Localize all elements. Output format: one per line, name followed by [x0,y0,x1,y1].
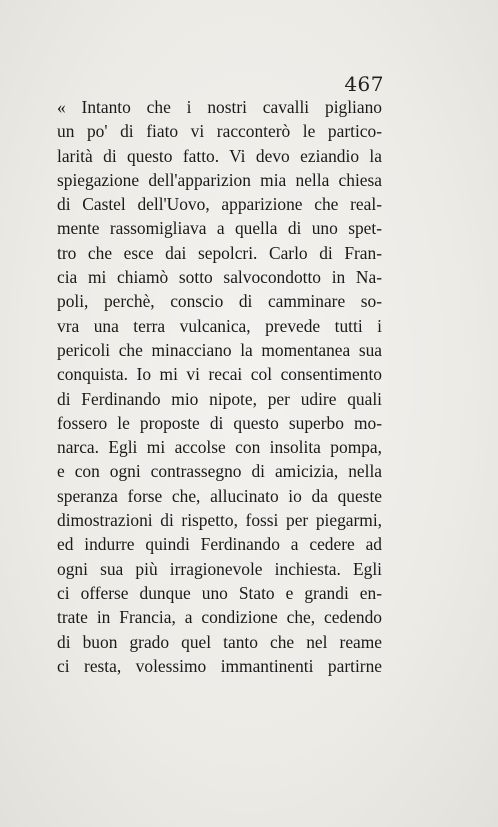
text-line: conquista. Io mi vi recai col consentimento [57,364,382,385]
page-number: 467 [344,72,384,96]
text-line: mente rassomigliava a quella di uno spet- [57,218,382,239]
text-line: un po' di fiato vi racconterò le partico- [57,121,382,142]
text-line: di buon grado quel tanto che nel reame [57,631,382,652]
text-line: ci resta, volessimo immantinenti partirne [57,655,382,676]
text-line: ogni sua più irragionevole inchiesta. Egli [57,558,382,579]
text-line: poli, perchè, conscio di camminare so- [57,291,382,312]
text-line: cia mi chiamò sotto salvocondotto in Na- [57,267,382,288]
text-line: di Ferdinando mio nipote, per udire quali [57,388,382,409]
text-line: narca. Egli mi accolse con insolita pompa, [57,437,382,458]
body-text [57,95,382,678]
text-line: e con ogni contrassegno di amicizia, nella [57,461,382,482]
text-line: tro che esce dai sepolcri. Carlo di Fran- [57,242,382,263]
text-line: trate in Francia, a condizione che, cedendo [57,607,382,628]
text-line: larità di questo fatto. Vi devo eziandio la [57,145,382,166]
text-line: « Intanto che i nostri cavalli pigliano [57,97,382,117]
text-line: spiegazione dell'apparizion mia nella chiesa [57,169,382,190]
text-line: ci offerse dunque uno Stato e grandi en- [57,582,382,603]
text-line: dimostrazioni di rispetto, fossi per piegarmi, [57,510,382,531]
text-line: pericoli che minacciano la momentanea sua [57,339,382,360]
text-line: fossero le proposte di questo superbo mo- [57,412,382,433]
text-line: di Castel dell'Uovo, apparizione che real- [57,194,382,215]
text-line: ed indurre quindi Ferdinando a cedere ad [57,534,382,555]
text-line: vra una terra vulcanica, prevede tutti i [57,315,382,336]
text-line: speranza forse che, allucinato io da queste [57,485,382,506]
